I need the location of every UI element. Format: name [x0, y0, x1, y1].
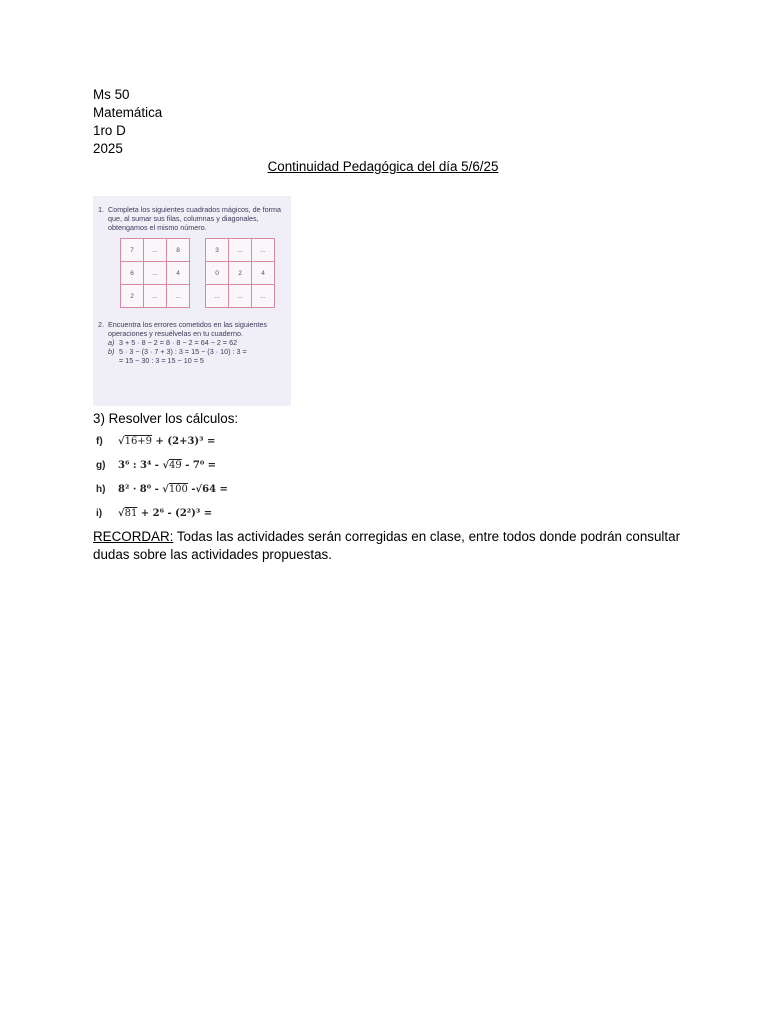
calc-item: [93, 502, 243, 526]
cell: ...: [144, 285, 167, 308]
course-line: 1ro D: [93, 123, 126, 138]
operation-a-text: 3 + 5 · 8 − 2 = 8 · 8 − 2 = 64 − 2 = 62: [119, 338, 238, 347]
cell: 8: [167, 239, 190, 262]
operation-a: [98, 338, 287, 347]
cell: ...: [229, 285, 252, 308]
scanned-exercises-image: [93, 196, 291, 406]
cell: ...: [206, 285, 229, 308]
operation-b: [98, 347, 287, 356]
calc-item: [93, 478, 243, 502]
cell: ...: [252, 285, 275, 308]
calc-label: f): [96, 436, 103, 447]
cell: 4: [167, 262, 190, 285]
document-page: [93, 86, 683, 564]
calc-radicand: 81: [124, 508, 138, 519]
reminder-note: [93, 528, 683, 564]
cell: 0: [206, 262, 229, 285]
operation-b-text: 5 · 3 − (3 · 7 + 3) : 3 = 15 − (3 · 10) : 3 =: [119, 347, 247, 356]
calc-expr-rest: + (2+3)³ =: [152, 436, 216, 447]
calc-expr-rest: - 7⁰ =: [181, 460, 217, 471]
reminder-keyword: RECORDAR:: [93, 529, 174, 544]
calc-expr: 8² · 8⁰ - √: [118, 484, 169, 495]
operation-b-label: b): [108, 347, 115, 356]
exercise-1-text: Completa los siguientes cuadrados mágicos, de forma que, al sumar sus filas, columnas y diagonales, obtengamos el mismo número.: [108, 205, 281, 232]
cell: 6: [121, 262, 144, 285]
calculations-image: [93, 430, 243, 526]
operation-b-continued: [98, 356, 287, 365]
calc-expr-rest: -√64 =: [187, 484, 228, 495]
cell: 4: [252, 262, 275, 285]
calc-radicand: 100: [168, 484, 188, 495]
cell: 3: [206, 239, 229, 262]
year-line: 2025: [93, 141, 123, 156]
section-3-heading: 3) Resolver los cálculos:: [93, 411, 239, 426]
exercise-2-text: Encuentra los errores cometidos en las siguientes operaciones y resuélvelas en tu cuaderno.: [108, 320, 268, 338]
calc-radicand: 16+9: [124, 436, 153, 447]
calc-label: g): [96, 460, 106, 471]
magic-square-2: [205, 238, 275, 308]
magic-square-1: [120, 238, 190, 308]
cell: 2: [229, 262, 252, 285]
calc-label: h): [96, 484, 106, 495]
calc-expr: √: [118, 508, 125, 519]
calc-radicand: 49: [169, 460, 182, 471]
operation-b-text-2: = 15 − 30 : 3 = 15 − 10 = 5: [119, 356, 204, 365]
calc-item: [93, 454, 243, 478]
cell: ...: [229, 239, 252, 262]
calc-label: i): [96, 508, 103, 519]
calc-item: [93, 430, 243, 454]
cell: 7: [121, 239, 144, 262]
magic-squares: [120, 238, 287, 308]
cell: ...: [252, 239, 275, 262]
exercise-1-number: 1.: [98, 205, 104, 214]
calc-expr-rest: + 2⁶ - (2²)³ =: [137, 508, 213, 519]
operation-a-label: a): [108, 338, 115, 347]
reminder-text: Todas las actividades serán corregidas en clase, entre todos donde podrán consultar dudas sobre las actividades propuestas.: [93, 529, 681, 562]
document-title: Continuidad Pedagógica del día 5/6/25: [267, 159, 499, 174]
cell: ...: [144, 262, 167, 285]
cell: ...: [167, 285, 190, 308]
subject-line: Matemática: [93, 105, 163, 120]
school-line: Ms 50: [93, 87, 130, 102]
calc-expr: √: [118, 436, 125, 447]
calc-expr: 3⁶ : 3⁴ - √: [118, 460, 170, 471]
cell: ...: [144, 239, 167, 262]
cell: 2: [121, 285, 144, 308]
exercise-2-number: 2.: [98, 320, 104, 329]
